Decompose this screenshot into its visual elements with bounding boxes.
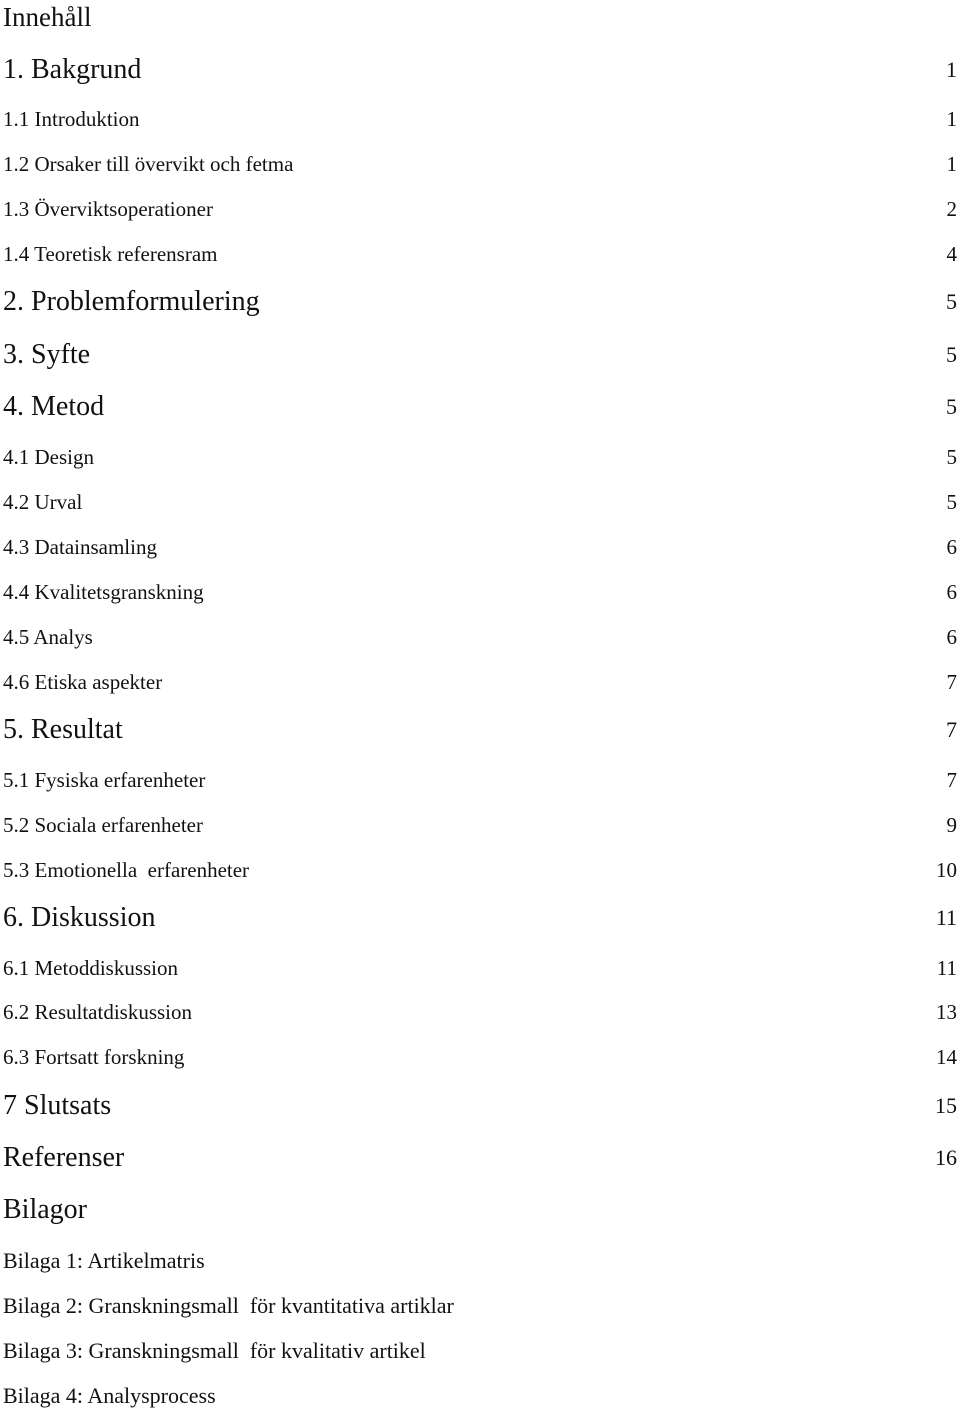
appendix-item-analysprocess[interactable]: Bilaga 4: Analysprocess: [3, 1383, 216, 1408]
toc-entry-label: 4.1 Design: [3, 445, 94, 469]
toc-entry-design[interactable]: [3, 442, 957, 472]
appendix-item-granskningsmall-kvalitativ[interactable]: Bilaga 3: Granskningsmall för kvalitativ artikel: [3, 1338, 426, 1363]
toc-entry-page: 1: [946, 57, 957, 82]
toc-entry-label: 4.3 Datainsamling: [3, 535, 157, 559]
toc-entry-page: 11: [936, 956, 957, 980]
toc-title: Innehåll: [3, 2, 92, 32]
toc-entry-page: 5: [946, 289, 957, 314]
toc-entry-label: 1.3 Överviktsoperationer: [3, 197, 213, 221]
toc-entry-teoretisk-referensram[interactable]: [3, 239, 957, 269]
toc-entry-page: 11: [935, 905, 957, 930]
toc-entry-datainsamling[interactable]: [3, 532, 957, 562]
appendix-item-artikelmatris[interactable]: Bilaga 1: Artikelmatris: [3, 1248, 205, 1273]
toc-entry-label: Referenser: [3, 1142, 125, 1173]
toc-entry-label: 5.2 Sociala erfarenheter: [3, 813, 203, 837]
toc-entry-label: 4.5 Analys: [3, 625, 93, 649]
toc-entry-label: 7 Slutsats: [3, 1090, 112, 1121]
toc-entry-label: 5.3 Emotionella erfarenheter: [3, 858, 250, 882]
toc-entry-page: 7: [946, 768, 957, 792]
toc-entry-label: 6.2 Resultatdiskussion: [3, 1000, 193, 1024]
toc-entry-page: 4: [946, 242, 957, 266]
appendix-item-granskningsmall-kvantitativa[interactable]: Bilaga 2: Granskningsmall för kvantitativa artiklar: [3, 1293, 454, 1318]
toc-entry-label: 4. Metod: [3, 391, 105, 422]
toc-entry-fysiska-erfarenheter[interactable]: [3, 765, 957, 795]
toc-entry-page: 10: [936, 858, 957, 882]
toc-entry-label: 1.4 Teoretisk referensram: [3, 242, 218, 266]
toc-entry-page: 13: [936, 1000, 957, 1024]
toc-entry-label: Bilagor: [3, 1194, 87, 1225]
toc-entry-page: 1: [946, 107, 957, 131]
toc-entry-page: 15: [935, 1093, 957, 1118]
toc-entry-syfte[interactable]: [3, 337, 957, 373]
toc-entry-problemformulering[interactable]: [3, 284, 957, 320]
toc-entry-page: 6: [946, 580, 957, 604]
toc-entry-label: 5.1 Fysiska erfarenheter: [3, 768, 206, 792]
toc-entry-page: 5: [946, 490, 957, 514]
toc-entry-label: 6.3 Fortsatt forskning: [3, 1045, 185, 1069]
toc-entry-page: 5: [946, 394, 957, 419]
toc-entry-page: 6: [946, 535, 957, 559]
toc-entry-overviktsoperationer[interactable]: [3, 194, 957, 224]
toc-entry-metod[interactable]: [3, 389, 957, 425]
toc-entry-slutsats[interactable]: [3, 1088, 957, 1124]
toc-entry-resultatdiskussion[interactable]: [3, 997, 957, 1027]
toc-entry-bakgrund[interactable]: [3, 52, 957, 88]
toc-entry-label: 6. Diskussion: [3, 902, 156, 933]
toc-entry-emotionella-erfarenheter[interactable]: [3, 855, 957, 885]
toc-entry-page: 5: [946, 342, 957, 367]
toc-entry-introduktion[interactable]: [3, 104, 957, 134]
toc-entry-page: 5: [946, 445, 957, 469]
toc-entry-page: 14: [936, 1045, 957, 1069]
toc-entry-analys[interactable]: [3, 622, 957, 652]
toc-entry-page: 7: [946, 717, 957, 742]
toc-entry-etiska-aspekter[interactable]: [3, 667, 957, 697]
toc-entry-page: 1: [946, 152, 957, 176]
toc-entry-sociala-erfarenheter[interactable]: [3, 810, 957, 840]
toc-entry-page: 9: [946, 813, 957, 837]
toc-entry-label: 6.1 Metoddiskussion: [3, 956, 179, 980]
toc-entry-diskussion[interactable]: [3, 900, 957, 936]
toc-entry-label: 3. Syfte: [3, 339, 91, 370]
toc-entry-page: 7: [946, 670, 957, 694]
toc-entry-label: 1. Bakgrund: [3, 54, 142, 85]
toc-entry-label: 4.2 Urval: [3, 490, 83, 514]
toc-entry-metoddiskussion[interactable]: [3, 953, 957, 983]
toc-entry-page: 16: [935, 1145, 957, 1170]
toc-entry-label: 2. Problemformulering: [3, 286, 260, 317]
toc-entry-label: 1.1 Introduktion: [3, 107, 140, 131]
toc-entry-label: 4.4 Kvalitetsgranskning: [3, 580, 204, 604]
toc-entry-kvalitetsgranskning[interactable]: [3, 577, 957, 607]
toc-entry-urval[interactable]: [3, 487, 957, 517]
toc-entry-label: 4.6 Etiska aspekter: [3, 670, 163, 694]
toc-entry-orsaker[interactable]: [3, 149, 957, 179]
toc-entry-label: 5. Resultat: [3, 714, 123, 745]
toc-entry-label: 1.2 Orsaker till övervikt och fetma: [3, 152, 294, 176]
toc-entry-page: 6: [946, 625, 957, 649]
toc-entry-page: 2: [946, 197, 957, 221]
toc-entry-referenser[interactable]: [3, 1140, 957, 1176]
toc-entry-fortsatt-forskning[interactable]: [3, 1042, 957, 1072]
toc-entry-resultat[interactable]: [3, 712, 957, 748]
toc-entry-bilagor[interactable]: [3, 1192, 957, 1228]
